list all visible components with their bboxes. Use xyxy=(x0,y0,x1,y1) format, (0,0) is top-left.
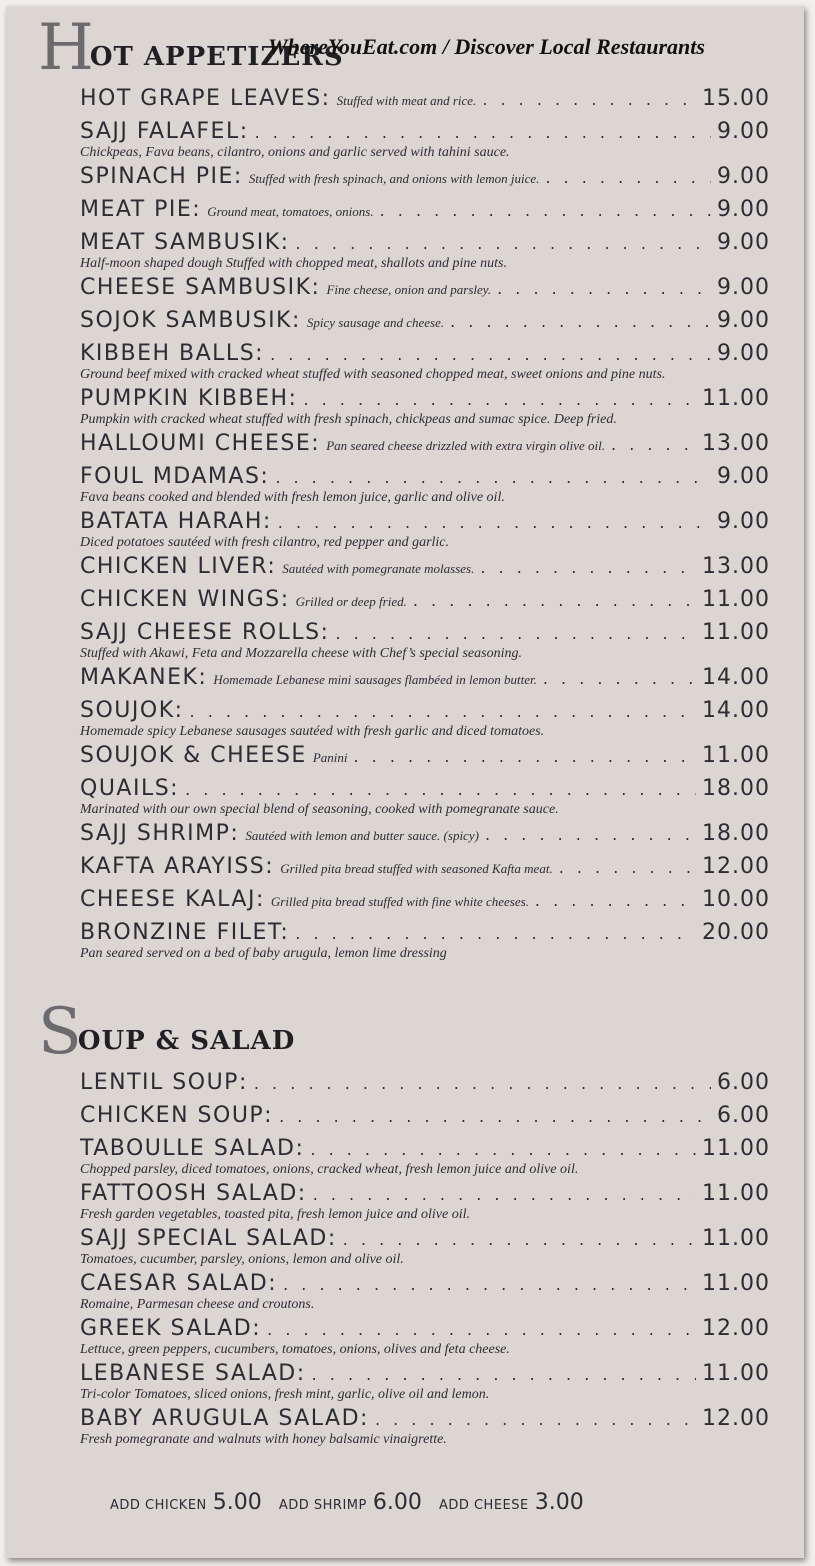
item-inline-description: Stuffed with fresh spinach, and onions with lemon juice. xyxy=(248,171,540,186)
item-inline-description: Grilled pita bread stuffed with seasoned Kafta meat. xyxy=(280,861,553,876)
item-price: 11.00 xyxy=(702,1136,770,1161)
menu-item xyxy=(80,554,770,584)
menu-item xyxy=(80,1316,770,1358)
item-price: 9.00 xyxy=(717,119,770,144)
addon-label: ADD CHICKEN xyxy=(110,1498,207,1513)
item-inline-description: Sautéed with lemon and butter sauce. (spicy) xyxy=(245,828,479,843)
item-name: SOJOK SAMBUSIK: xyxy=(80,308,301,333)
item-price: 20.00 xyxy=(702,920,770,945)
item-description: Diced potatoes sautéed with fresh cilantro, red pepper and garlic. xyxy=(80,535,450,550)
item-name: MEAT PIE: xyxy=(80,197,202,222)
item-description: Pan seared served on a bed of baby arugula, lemon lime dressing xyxy=(80,946,447,961)
dot-leader xyxy=(312,1365,696,1384)
menu-item xyxy=(80,587,770,617)
menu-item-line xyxy=(80,743,770,773)
menu-item-line xyxy=(80,887,770,917)
title-initial: S xyxy=(38,995,82,1069)
item-price: 11.00 xyxy=(702,743,770,768)
item-price: 12.00 xyxy=(702,1406,770,1431)
dot-leader xyxy=(485,825,696,844)
addon-label: ADD CHEESE xyxy=(438,1498,529,1513)
dot-leader xyxy=(270,345,711,364)
dot-leader xyxy=(482,90,696,109)
item-price: 10.00 xyxy=(702,887,770,912)
item-price: 18.00 xyxy=(702,821,770,846)
item-name: SAJJ FALAFEL: xyxy=(80,119,249,144)
item-price: 11.00 xyxy=(702,1226,770,1251)
dot-leader xyxy=(559,858,696,877)
dot-leader xyxy=(303,390,696,409)
menu-item-line xyxy=(80,164,770,194)
item-inline-description: Fine cheese, onion and parsley. xyxy=(326,282,492,297)
item-price: 13.00 xyxy=(702,431,770,456)
menu-item-line xyxy=(80,665,770,695)
dot-leader xyxy=(375,1410,696,1429)
item-inline-description: Sautéed with pomegranate molasses. xyxy=(282,561,475,576)
item-name: BATATA HARAH: xyxy=(80,509,272,534)
dot-leader xyxy=(275,468,711,487)
menu-item xyxy=(80,431,770,461)
item-name: SOUJOK & CHEESE xyxy=(80,743,307,768)
dot-leader xyxy=(497,279,711,298)
menu-item xyxy=(80,1361,770,1403)
menu-item xyxy=(80,230,770,272)
item-price: 6.00 xyxy=(717,1070,770,1095)
dot-leader xyxy=(343,1230,696,1249)
item-name: GREEK SALAD: xyxy=(80,1316,262,1341)
item-name: CHICKEN WINGS: xyxy=(80,587,290,612)
dot-leader xyxy=(190,702,696,721)
menu-item-line xyxy=(80,854,770,884)
menu-item xyxy=(80,308,770,338)
menu-item xyxy=(80,1181,770,1223)
menu-item xyxy=(80,665,770,695)
item-price: 12.00 xyxy=(702,854,770,879)
item-name: BRONZINE FILET: xyxy=(80,920,290,945)
item-price: 9.00 xyxy=(717,509,770,534)
dot-leader xyxy=(295,924,696,943)
menu-item xyxy=(80,1271,770,1313)
item-name: BABY ARUGULA SALAD: xyxy=(80,1406,369,1431)
item-description: Stuffed with Akawi, Feta and Mozzarella cheese with Chef’s special seasoning. xyxy=(80,646,522,661)
menu-item xyxy=(80,86,770,116)
item-price: 11.00 xyxy=(702,1361,770,1386)
item-description: Lettuce, green peppers, cucumbers, tomatoes, onions, olives and feta cheese. xyxy=(80,1342,510,1357)
menu-item-line xyxy=(80,308,770,338)
item-price: 9.00 xyxy=(717,275,770,300)
item-description: Chickpeas, Fava beans, cilantro, onions and garlic served with tahini sauce. xyxy=(80,145,510,160)
item-price: 15.00 xyxy=(702,86,770,111)
dot-leader xyxy=(254,1074,711,1093)
item-name: HOT GRAPE LEAVES: xyxy=(80,86,331,111)
item-name: KAFTA ARAYISS: xyxy=(80,854,275,879)
menu-item-line xyxy=(80,86,770,116)
dot-leader xyxy=(413,591,696,610)
item-description: Fresh pomegranate and walnuts with honey balsamic vinaigrette. xyxy=(80,1432,447,1447)
item-description: Ground beef mixed with cracked wheat stuffed with seasoned chopped meat, sweet onions and pine nuts. xyxy=(80,367,666,382)
menu-item-line xyxy=(80,431,770,461)
menu-item xyxy=(80,743,770,773)
menu-page xyxy=(6,6,804,1558)
item-name: SOUJOK: xyxy=(80,698,184,723)
menu-item xyxy=(80,464,770,506)
dot-leader xyxy=(310,1140,696,1159)
dot-leader xyxy=(278,513,711,532)
menu-item xyxy=(80,119,770,161)
item-inline-description: Grilled or deep fried. xyxy=(295,594,407,609)
item-description: Romaine, Parmesan cheese and croutons. xyxy=(80,1297,315,1312)
item-name: LENTIL SOUP: xyxy=(80,1070,248,1095)
item-name: FATTOOSH SALAD: xyxy=(80,1181,307,1206)
dot-leader xyxy=(354,747,697,766)
item-price: 11.00 xyxy=(702,1271,770,1296)
item-inline-description: Homemade Lebanese mini sausages flambéed in lemon butter. xyxy=(213,672,537,687)
menu-item xyxy=(80,275,770,305)
menu-item xyxy=(80,698,770,740)
item-name: CHICKEN LIVER: xyxy=(80,554,277,579)
item-name: CHEESE KALAJ: xyxy=(80,887,265,912)
dot-leader xyxy=(450,312,711,331)
item-price: 12.00 xyxy=(702,1316,770,1341)
soup-salad-title xyxy=(38,995,296,1069)
menu-item xyxy=(80,1070,770,1100)
dot-leader xyxy=(185,780,696,799)
dot-leader xyxy=(543,669,696,688)
item-name: FOUL MDAMAS: xyxy=(80,464,270,489)
item-name: SAJJ SHRIMP: xyxy=(80,821,240,846)
item-name: SAJJ SPECIAL SALAD: xyxy=(80,1226,337,1251)
title-initial: H xyxy=(38,11,94,85)
menu-item-line xyxy=(80,587,770,617)
menu-item xyxy=(80,776,770,818)
menu-item-line xyxy=(80,821,770,851)
addons-row xyxy=(110,1490,596,1515)
menu-item-line xyxy=(80,275,770,305)
item-name: LEBANESE SALAD: xyxy=(80,1361,306,1386)
item-price: 11.00 xyxy=(702,620,770,645)
item-name: MAKANEK: xyxy=(80,665,208,690)
item-name: TABOULLE SALAD: xyxy=(80,1136,305,1161)
item-inline-description: Ground meat, tomatoes, onions. xyxy=(207,204,374,219)
item-price: 9.00 xyxy=(717,164,770,189)
menu-item xyxy=(80,386,770,428)
menu-item xyxy=(80,920,770,962)
item-description: Half-moon shaped dough Stuffed with chopped meat, shallots and pine nuts. xyxy=(80,256,507,271)
item-price: 9.00 xyxy=(717,197,770,222)
item-name: HALLOUMI CHEESE: xyxy=(80,431,321,456)
dot-leader xyxy=(480,558,696,577)
title-text: OUP & SALAD xyxy=(77,1026,296,1056)
menu-item xyxy=(80,197,770,227)
dot-leader xyxy=(611,435,696,454)
item-price: 11.00 xyxy=(702,587,770,612)
item-inline-description: Panini xyxy=(312,750,348,765)
menu-item xyxy=(80,1103,770,1133)
menu-item xyxy=(80,341,770,383)
item-inline-description: Pan seared cheese drizzled with extra virgin olive oil. xyxy=(326,438,606,453)
dot-leader xyxy=(255,123,711,142)
menu-item xyxy=(80,1406,770,1448)
dot-leader xyxy=(335,624,696,643)
item-name: KIBBEH BALLS: xyxy=(80,341,265,366)
item-price: 9.00 xyxy=(717,341,770,366)
menu-item xyxy=(80,164,770,194)
item-name: SAJJ CHEESE ROLLS: xyxy=(80,620,330,645)
item-inline-description: Grilled pita bread stuffed with fine white cheeses. xyxy=(270,894,529,909)
menu-item xyxy=(80,1226,770,1268)
addon-price: 5.00 xyxy=(212,1490,262,1515)
item-name: PUMPKIN KIBBEH: xyxy=(80,386,298,411)
item-price: 9.00 xyxy=(717,464,770,489)
item-inline-description: Spicy sausage and cheese. xyxy=(306,315,445,330)
hot-appetizers-list xyxy=(80,86,770,965)
menu-item xyxy=(80,854,770,884)
menu-item xyxy=(80,821,770,851)
item-description: Chopped parsley, diced tomatoes, onions, cracked wheat, fresh lemon juice and olive oil. xyxy=(80,1162,579,1177)
item-name: SPINACH PIE: xyxy=(80,164,243,189)
menu-item xyxy=(80,1136,770,1178)
item-price: 11.00 xyxy=(702,1181,770,1206)
item-name: CHEESE SAMBUSIK: xyxy=(80,275,321,300)
menu-item xyxy=(80,620,770,662)
menu-item-line xyxy=(80,1103,770,1133)
dot-leader xyxy=(267,1320,696,1339)
watermark: WhereYouEat.com / Discover Local Restaurants xyxy=(268,34,705,59)
item-price: 6.00 xyxy=(717,1103,770,1128)
item-price: 14.00 xyxy=(702,665,770,690)
addon-price: 6.00 xyxy=(372,1490,422,1515)
item-description: Tri-color Tomatoes, sliced onions, fresh mint, garlic, olive oil and lemon. xyxy=(80,1387,490,1402)
addon-label: ADD SHRIMP xyxy=(278,1498,367,1513)
dot-leader xyxy=(296,234,711,253)
item-description: Marinated with our own special blend of seasoning, cooked with pomegranate sauce. xyxy=(80,802,559,817)
item-description: Fava beans cooked and blended with fresh lemon juice, garlic and olive oil. xyxy=(80,490,505,505)
item-description: Pumpkin with cracked wheat stuffed with fresh spinach, chickpeas and sumac spice. Deep fried. xyxy=(80,412,617,427)
dot-leader xyxy=(545,168,711,187)
item-name: CHICKEN SOUP: xyxy=(80,1103,274,1128)
menu-item xyxy=(80,887,770,917)
menu-item xyxy=(80,509,770,551)
item-description: Tomatoes, cucumber, parsley, onions, lemon and olive oil. xyxy=(80,1252,404,1267)
item-price: 11.00 xyxy=(702,386,770,411)
item-name: MEAT SAMBUSIK: xyxy=(80,230,290,255)
addon-price: 3.00 xyxy=(534,1490,584,1515)
dot-leader xyxy=(279,1107,711,1126)
item-price: 9.00 xyxy=(717,308,770,333)
item-price: 18.00 xyxy=(702,776,770,801)
soup-salad-list xyxy=(80,1070,770,1451)
dot-leader xyxy=(313,1185,696,1204)
title-text: OT APPETIZERS xyxy=(89,42,344,72)
item-price: 14.00 xyxy=(702,698,770,723)
item-description: Fresh garden vegetables, toasted pita, fresh lemon juice and olive oil. xyxy=(80,1207,470,1222)
menu-item-line xyxy=(80,1070,770,1100)
dot-leader xyxy=(380,201,711,220)
item-name: QUAILS: xyxy=(80,776,180,801)
item-price: 9.00 xyxy=(717,230,770,255)
item-description: Homemade spicy Lebanese sausages sautéed with fresh garlic and diced tomatoes. xyxy=(80,724,545,739)
item-name: CAESAR SALAD: xyxy=(80,1271,278,1296)
item-price: 13.00 xyxy=(702,554,770,579)
dot-leader xyxy=(535,891,696,910)
item-inline-description: Stuffed with meat and rice. xyxy=(336,93,477,108)
menu-item-line xyxy=(80,554,770,584)
menu-item-line xyxy=(80,197,770,227)
dot-leader xyxy=(283,1275,696,1294)
